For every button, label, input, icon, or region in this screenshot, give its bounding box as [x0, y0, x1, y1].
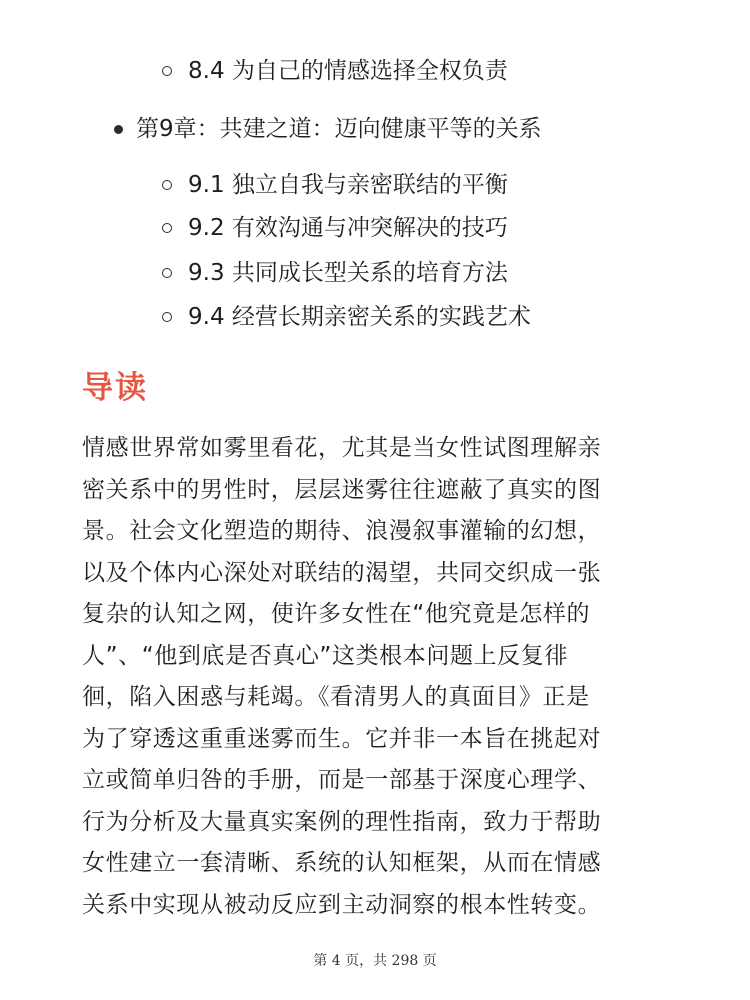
solid-bullet-icon	[114, 125, 123, 134]
toc-item-8-4[interactable]	[162, 54, 508, 88]
paragraph-line: 情感世界常如雾里看花，尤其是当女性试图理解亲	[82, 435, 602, 461]
toc-item-label: 8.4 为自己的情感选择全权负责	[188, 58, 508, 84]
hollow-bullet-icon	[162, 268, 172, 278]
paragraph-line: 行为分析及大量真实案例的理性指南，致力于帮助	[82, 808, 602, 835]
hollow-bullet-icon	[162, 312, 172, 322]
toc-item-label: 9.4 经营长期亲密关系的实践艺术	[188, 304, 531, 330]
paragraph-line: 景。社会文化塑造的期待、浪漫叙事灌输的幻想，	[82, 518, 602, 544]
intro-paragraph	[82, 428, 672, 926]
paragraph-line: 立或简单归咎的手册，而是一部基于深度心理学、	[82, 767, 602, 793]
toc-item-9-1[interactable]	[162, 168, 508, 202]
paragraph-line: 徊，陷入困惑与耗竭。《看清男人的真面目》正是	[82, 684, 590, 710]
hollow-bullet-icon	[162, 180, 172, 190]
toc-chapter-label: 第9章：共建之道：迈向健康平等的关系	[136, 116, 542, 142]
toc-item-9-2[interactable]	[162, 211, 508, 245]
toc-item-9-3[interactable]	[162, 256, 508, 290]
hollow-bullet-icon	[162, 223, 172, 233]
paragraph-line: 人”、“他到底是否真心”这类根本问题上反复徘	[82, 642, 568, 669]
page-number-footer: 第 4 页，共 298 页	[313, 953, 437, 969]
toc-item-label: 9.2 有效沟通与冲突解决的技巧	[188, 215, 508, 241]
toc-item-label: 9.1 独立自我与亲密联结的平衡	[188, 172, 508, 198]
toc-item-label: 9.3 共同成长型关系的培育方法	[188, 260, 508, 286]
paragraph-line: 以及个体内心深处对联结的渴望，共同交织成一张	[82, 559, 602, 586]
paragraph-line: 为了穿透这重重迷雾而生。它并非一本旨在挑起对	[82, 725, 602, 752]
paragraph-line: 密关系中的男性时，层层迷雾往往遮蔽了真实的图	[82, 476, 602, 503]
paragraph-line: 女性建立一套清晰、系统的认知框架，从而在情感	[82, 850, 602, 876]
toc-item-9-4[interactable]	[162, 300, 531, 334]
toc-chapter-9[interactable]	[114, 112, 542, 146]
paragraph-line: 关系中实现从被动反应到主动洞察的根本性转变。	[82, 891, 602, 918]
hollow-bullet-icon	[162, 66, 172, 76]
paragraph-line: 复杂的认知之网，使许多女性在“他究竟是怎样的	[82, 601, 591, 627]
section-heading: 导读	[82, 370, 148, 406]
